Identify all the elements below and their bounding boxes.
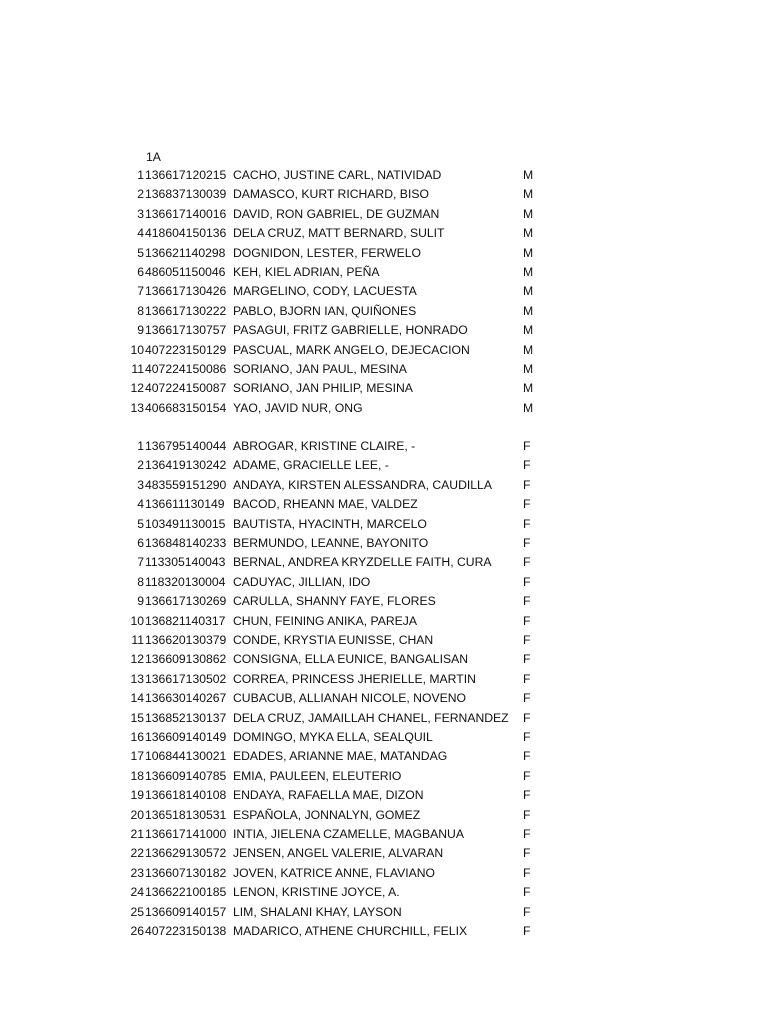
student-number: 2 xyxy=(137,458,144,473)
student-row xyxy=(0,689,768,708)
student-name: DOGNIDON, LESTER, FERWELO xyxy=(233,245,422,260)
student-name: DAMASCO, KURT RICHARD, BISO xyxy=(233,187,429,202)
student-name: DELA CRUZ, MATT BERNARD, SULIT xyxy=(233,226,445,241)
student-row xyxy=(0,825,768,844)
student-number: 9 xyxy=(137,323,144,338)
student-sex: F xyxy=(523,749,531,764)
student-row xyxy=(0,553,768,572)
student-sex: M xyxy=(523,381,534,396)
student-lrn: 407224150087 xyxy=(145,381,227,396)
student-row xyxy=(0,786,768,805)
student-row xyxy=(0,476,768,495)
student-name: DAVID, RON GABRIEL, DE GUZMAN xyxy=(233,206,440,221)
student-sex: F xyxy=(523,807,531,822)
student-lrn: 136617141000 xyxy=(145,827,227,841)
student-number: 5 xyxy=(137,245,144,260)
student-number: 4 xyxy=(137,226,144,241)
student-number: 10 xyxy=(130,613,144,628)
student-sex: F xyxy=(523,594,531,609)
student-sex: M xyxy=(523,303,534,318)
student-row xyxy=(0,360,768,379)
student-number: 15 xyxy=(130,710,144,725)
student-sex: F xyxy=(523,555,531,570)
student-lrn: 113305140043 xyxy=(145,555,226,570)
student-lrn: 483559151290 xyxy=(145,477,227,492)
student-name: ABROGAR, KRISTINE CLAIRE, - xyxy=(233,439,416,453)
student-name: SORIANO, JAN PAUL, MESINA xyxy=(233,362,407,376)
student-row xyxy=(0,709,768,728)
student-name: MARGELINO, CODY, LACUESTA xyxy=(233,284,417,299)
student-sex: M xyxy=(523,265,534,279)
student-lrn: 136609140785 xyxy=(145,768,227,783)
student-name: PABLO, BJORN IAN, QUIÑONES xyxy=(233,303,417,318)
student-sex: F xyxy=(523,633,531,647)
student-name: PASAGUI, FRITZ GABRIELLE, HONRADO xyxy=(233,323,468,338)
student-row xyxy=(0,224,768,243)
student-row xyxy=(0,244,768,263)
student-row xyxy=(0,728,768,747)
student-name: ENDAYA, RAFAELLA MAE, DIZON xyxy=(233,788,424,803)
student-sex: F xyxy=(523,516,531,531)
student-name: KEH, KIEL ADRIAN, PEÑA xyxy=(233,265,380,279)
student-row xyxy=(0,806,768,825)
student-number: 24 xyxy=(130,885,144,900)
student-lrn: 136821140317 xyxy=(145,613,226,628)
student-row xyxy=(0,747,768,766)
student-row xyxy=(0,379,768,398)
student-name: INTIA, JIELENA CZAMELLE, MAGBANUA xyxy=(233,827,464,841)
student-lrn: 136609140149 xyxy=(145,730,227,744)
student-row xyxy=(0,437,768,456)
student-number: 7 xyxy=(137,555,144,570)
student-number: 10 xyxy=(130,342,144,357)
student-lrn: 136419130242 xyxy=(145,458,227,473)
student-name: MADARICO, ATHENE CHURCHILL, FELIX xyxy=(233,924,468,938)
student-row xyxy=(0,456,768,475)
student-lrn: 136617130502 xyxy=(145,671,227,686)
student-lrn: 136622100185 xyxy=(145,885,227,900)
student-sex: M xyxy=(523,323,534,338)
student-name: ESPAÑOLA, JONNALYN, GOMEZ xyxy=(233,807,421,822)
student-sex: F xyxy=(523,730,531,744)
student-number: 14 xyxy=(130,691,144,706)
student-sex: F xyxy=(523,536,531,550)
student-row xyxy=(0,573,768,592)
section-label: 1A xyxy=(146,150,161,164)
student-sex: F xyxy=(523,885,531,900)
student-sex: F xyxy=(523,788,531,803)
student-number: 22 xyxy=(130,846,144,861)
student-name: ANDAYA, KIRSTEN ALESSANDRA, CAUDILLA xyxy=(233,477,492,492)
student-lrn: 136609140157 xyxy=(145,904,227,919)
student-name: BAUTISTA, HYACINTH, MARCELO xyxy=(233,516,427,531)
student-number: 6 xyxy=(137,265,144,279)
student-number: 25 xyxy=(130,904,144,919)
student-row xyxy=(0,903,768,922)
student-name: BERNAL, ANDREA KRYZDELLE FAITH, CURA xyxy=(233,555,492,570)
student-name: LENON, KRISTINE JOYCE, A. xyxy=(233,885,400,900)
student-lrn: 136630140267 xyxy=(145,691,227,706)
student-sex: F xyxy=(523,671,531,686)
student-name: LIM, SHALANI KHAY, LAYSON xyxy=(233,904,402,919)
student-number: 1 xyxy=(137,439,144,453)
student-row xyxy=(0,612,768,631)
student-row xyxy=(0,670,768,689)
student-sex: F xyxy=(523,439,531,453)
student-number: 8 xyxy=(137,574,144,589)
student-number: 11 xyxy=(131,633,144,647)
student-row xyxy=(0,399,768,418)
student-name: BACOD, RHEANN MAE, VALDEZ xyxy=(233,497,418,512)
student-name: CONDE, KRYSTIA EUNISSE, CHAN xyxy=(233,633,434,647)
student-name: CHUN, FEINING ANIKA, PAREJA xyxy=(233,613,417,628)
student-lrn: 136617130426 xyxy=(145,284,227,299)
student-row xyxy=(0,883,768,902)
student-number: 8 xyxy=(137,303,144,318)
student-lrn: 136518130531 xyxy=(145,807,227,822)
student-number: 17 xyxy=(130,749,144,764)
student-sex: M xyxy=(523,284,534,299)
student-number: 13 xyxy=(130,400,144,415)
student-row xyxy=(0,321,768,340)
student-name: EDADES, ARIANNE MAE, MATANDAG xyxy=(233,749,448,764)
student-number: 9 xyxy=(137,594,144,609)
student-lrn: 106844130021 xyxy=(145,749,227,764)
student-number: 4 xyxy=(137,497,144,512)
student-sex: F xyxy=(523,691,531,706)
student-sex: M xyxy=(523,187,534,202)
student-lrn: 136837130039 xyxy=(145,187,227,202)
student-lrn: 136795140044 xyxy=(145,439,227,453)
student-name: CARULLA, SHANNY FAYE, FLORES xyxy=(233,594,436,609)
student-row xyxy=(0,864,768,883)
student-name: PASCUAL, MARK ANGELO, DEJECACION xyxy=(233,342,470,357)
student-number: 1 xyxy=(137,168,144,182)
student-sex: F xyxy=(523,710,531,725)
student-lrn: 136621140298 xyxy=(145,245,226,260)
student-number: 20 xyxy=(130,807,144,822)
student-lrn: 136629130572 xyxy=(145,846,227,861)
student-number: 23 xyxy=(130,865,144,880)
student-sex: M xyxy=(523,168,534,182)
student-lrn: 407223150138 xyxy=(145,924,227,938)
student-name: CORREA, PRINCESS JHERIELLE, MARTIN xyxy=(233,671,476,686)
student-sex: F xyxy=(523,846,531,861)
student-row xyxy=(0,166,768,185)
student-number: 13 xyxy=(130,671,144,686)
student-name: JENSEN, ANGEL VALERIE, ALVARAN xyxy=(233,846,444,861)
student-number: 3 xyxy=(137,206,144,221)
student-name: CADUYAC, JILLIAN, IDO xyxy=(233,574,371,589)
student-sex: F xyxy=(523,865,531,880)
student-number: 11 xyxy=(131,362,144,376)
student-number: 7 xyxy=(137,284,144,299)
student-lrn: 136617140016 xyxy=(145,206,227,221)
student-lrn: 136611130149 xyxy=(145,497,225,512)
student-row xyxy=(0,185,768,204)
student-row xyxy=(0,922,768,941)
student-row xyxy=(0,515,768,534)
student-row xyxy=(0,302,768,321)
student-sex: M xyxy=(523,245,534,260)
student-name: DOMINGO, MYKA ELLA, SEALQUIL xyxy=(233,730,433,744)
student-lrn: 418604150136 xyxy=(145,226,227,241)
student-name: SORIANO, JAN PHILIP, MESINA xyxy=(233,381,413,396)
student-row xyxy=(0,534,768,553)
student-sex: F xyxy=(523,613,531,628)
student-number: 16 xyxy=(130,730,144,744)
student-sex: F xyxy=(523,768,531,783)
student-sex: M xyxy=(523,400,534,415)
student-sex: F xyxy=(523,652,531,667)
student-lrn: 136617130269 xyxy=(145,594,227,609)
student-name: JOVEN, KATRICE ANNE, FLAVIANO xyxy=(233,865,436,880)
student-number: 19 xyxy=(130,788,144,803)
student-lrn: 486051150046 xyxy=(145,265,226,279)
student-lrn: 136607130182 xyxy=(145,865,227,880)
student-number: 12 xyxy=(130,381,144,396)
student-sex: M xyxy=(523,206,534,221)
student-lrn: 136617120215 xyxy=(145,168,227,182)
student-sex: M xyxy=(523,226,534,241)
student-lrn: 406683150154 xyxy=(145,400,227,415)
student-row xyxy=(0,844,768,863)
student-name: DELA CRUZ, JAMAILLAH CHANEL, FERNANDEZ xyxy=(233,710,509,725)
student-name: CONSIGNA, ELLA EUNICE, BANGALISAN xyxy=(233,652,469,667)
student-lrn: 103491130015 xyxy=(145,516,226,531)
student-name: ADAME, GRACIELLE LEE, - xyxy=(233,458,389,473)
student-lrn: 136609130862 xyxy=(145,652,227,667)
student-sex: F xyxy=(523,477,531,492)
student-name: BERMUNDO, LEANNE, BAYONITO xyxy=(233,536,429,550)
student-row xyxy=(0,592,768,611)
student-lrn: 136848140233 xyxy=(145,536,227,550)
student-number: 26 xyxy=(130,924,144,938)
student-lrn: 136618140108 xyxy=(145,788,227,803)
student-number: 5 xyxy=(137,516,144,531)
student-row xyxy=(0,767,768,786)
student-lrn: 118320130004 xyxy=(145,574,226,589)
student-lrn: 136617130757 xyxy=(145,323,227,338)
student-lrn: 407224150086 xyxy=(145,362,227,376)
student-lrn: 136617130222 xyxy=(145,303,227,318)
student-row xyxy=(0,650,768,669)
student-sex: F xyxy=(523,904,531,919)
student-number: 12 xyxy=(130,652,144,667)
student-sex: F xyxy=(523,458,531,473)
student-number: 3 xyxy=(137,477,144,492)
student-number: 21 xyxy=(130,827,144,841)
student-name: YAO, JAVID NUR, ONG xyxy=(233,400,363,415)
student-row xyxy=(0,631,768,650)
student-row xyxy=(0,205,768,224)
student-lrn: 136852130137 xyxy=(145,710,227,725)
student-number: 6 xyxy=(137,536,144,550)
student-row xyxy=(0,263,768,282)
student-name: CACHO, JUSTINE CARL, NATIVIDAD xyxy=(233,168,442,182)
student-sex: M xyxy=(523,362,534,376)
student-name: EMIA, PAULEEN, ELEUTERIO xyxy=(233,768,402,783)
student-row xyxy=(0,341,768,360)
student-row xyxy=(0,495,768,514)
student-number: 2 xyxy=(137,187,144,202)
student-sex: F xyxy=(523,924,531,938)
student-lrn: 136620130379 xyxy=(145,633,227,647)
student-name: CUBACUB, ALLIANAH NICOLE, NOVENO xyxy=(233,691,466,706)
student-sex: F xyxy=(523,574,531,589)
student-sex: F xyxy=(523,827,531,841)
student-number: 18 xyxy=(130,768,144,783)
student-lrn: 407223150129 xyxy=(145,342,227,357)
student-sex: F xyxy=(523,497,531,512)
student-sex: M xyxy=(523,342,534,357)
student-row xyxy=(0,282,768,301)
